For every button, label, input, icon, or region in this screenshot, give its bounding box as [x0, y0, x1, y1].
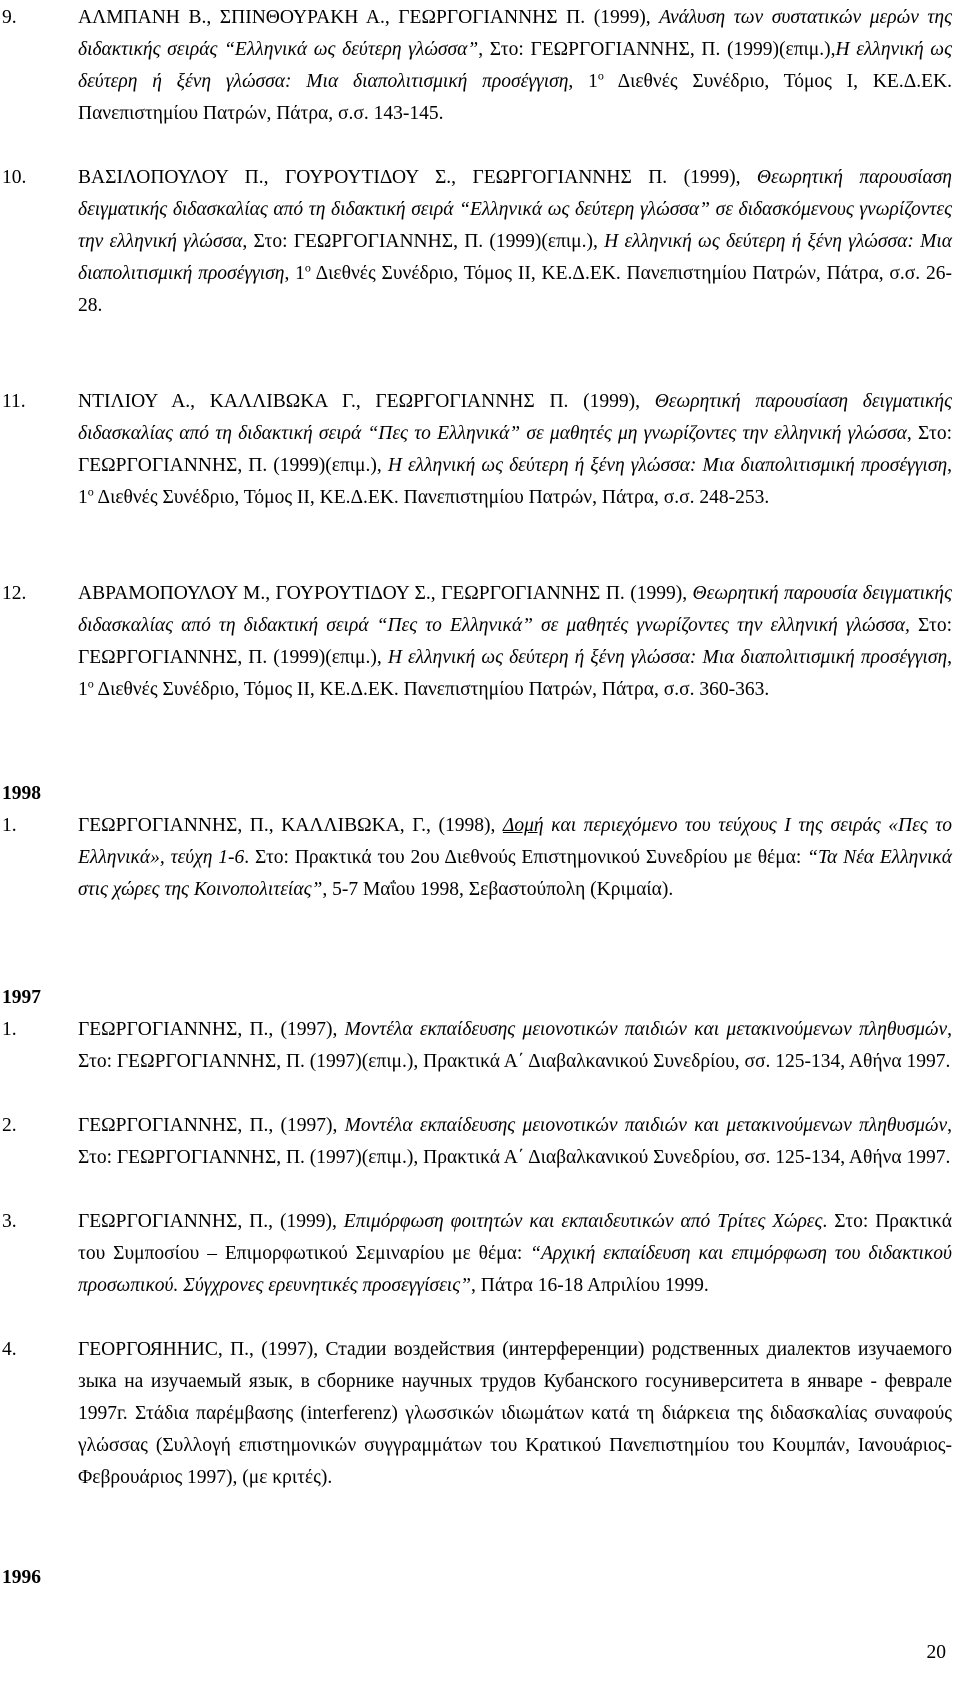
text-run: ΝΤΙΛΙΟΥ Α., ΚΑΛΛΙΒΩΚΑ Γ., ΓΕΩΡΓΟΓΙΑΝΝΗΣ Π. [78, 391, 569, 412]
text-run: ΓΕΩΡΓΟΓΙΑΝΝΗΣ [78, 455, 238, 476]
reference-entry-1997-2 [0, 1110, 952, 1174]
text-run: ο [597, 68, 604, 83]
text-run: ΓΕΩΡΓΟΓΙΑΝΝΗΣ [116, 1051, 277, 1072]
entry-number: 10. [2, 167, 27, 188]
text-run: Η ελληνική ως δεύτερη ή ξένη γλώσσα: Μια διαπολιτισμική προσέγγιση [78, 39, 952, 92]
text-run: (1999), [585, 7, 660, 28]
reference-text [78, 1014, 952, 1078]
text-run: , Στο: [478, 39, 531, 60]
text-run: (1999), [624, 583, 693, 604]
text-run: ΓΕΩΡΓΟΓΙΑΝΝΗΣ [293, 231, 454, 252]
reference-text [78, 1110, 952, 1174]
text-run: Διεθνές Συνέδριο, Τόμος Ι, ΚΕ.Δ.ΕΚ. Πανεπιστημίου Πατρών, Πάτρα, σ.σ. 143-145. [78, 71, 953, 124]
text-run: ΓΕΩΡΓΟΓΙΑΝΝΗΣ [78, 1115, 238, 1136]
year-heading-1998: 1998 [2, 783, 41, 804]
text-run: Δομή [502, 815, 544, 836]
text-run: Θεωρητική παρουσίαση δειγματικής διδασκαλίας από τη διδακτική σειρά “Πες το Ελληνικά” σε μαθητές μη γνωρίζοντες την ελληνική γλώσσα [78, 391, 952, 444]
reference-text [78, 386, 952, 514]
text-run: (1999), [568, 391, 655, 412]
text-run: , Στο: [78, 1115, 952, 1168]
text-run: Διεθνές Συνέδριο, Τόμος ΙΙ, ΚΕ.Δ.ΕΚ. Πανεπιστημίου Πατρών, Πάτρα, σ.σ. 360-363. [93, 679, 770, 700]
text-run: ΓΕΩΡΓΟΓΙΑΝΝΗΣ, Π., ΚΑΛΛΙΒΩΚΑ, Γ. [78, 815, 427, 836]
text-run: ГЕОРГОЯННИС [78, 1339, 218, 1360]
text-run: . Στο: Πρακτικά του 2ου Διεθνούς Επιστημονικού Συνεδρίου με θέμα: [244, 847, 808, 868]
reference-text [78, 1206, 952, 1302]
text-run: ΓΕΩΡΓΟΓΙΑΝΝΗΣ [78, 647, 238, 668]
entry-number: 3. [2, 1211, 17, 1232]
year-heading-1997: 1997 [2, 987, 41, 1008]
text-run: , Π., (1997), [237, 1019, 345, 1040]
reference-entry-1997-4 [0, 1334, 952, 1494]
text-run: Η ελληνική ως δεύτερη ή ξένη γλώσσα: Μια διαπολιτισμική προσέγγιση [387, 647, 948, 668]
text-run: Επιμόρφωση φοιτητών και εκπαιδευτικών από Τρίτες Χώρες [343, 1211, 823, 1232]
text-run: , П., (1997), Стадии воздействия (интерференции) родственных диалектов изучаемого зыка на изучаемый язык, в сборнике научных трудов Кубанского госуниверситета в январе - феврале 1997г. Στάδια παρέμβασης (interferenz) γλωσσικών ιδιωμάτων κατά τη διάρκεια της διδασκαλίας συναφούς γλώσσας (Συλλογή επιστημονικών συγγραμμάτων του Κρατικού Πανεπιστημίου του Κουμπάν, Ιανουάριος-Φεβρουάριος 1997), (με κριτές). [78, 1339, 952, 1488]
text-run: , 1 [78, 455, 952, 508]
text-run: Θεωρητική παρουσίαση δειγματικής διδασκαλίας από τη διδακτική σειρά “Ελληνικά ως δεύτερη γλώσσα” σε διδασκόμενους γνωρίζοντες την ελληνική γλώσσα [78, 167, 952, 252]
entry-number: 1. [2, 815, 17, 836]
reference-entry-12 [0, 578, 952, 706]
entry-number: 1. [2, 1019, 17, 1040]
text-run: Διεθνές Συνέδριο, Τόμος ΙΙ, ΚΕ.Δ.ΕΚ. Πανεπιστημίου Πατρών, Πάτρα, σ.σ. 26-28. [78, 263, 952, 316]
reference-text [78, 162, 952, 322]
text-run: , 1 [568, 71, 598, 92]
reference-text [78, 2, 952, 130]
text-run: ΓΕΩΡΓΟΓΙΑΝΝΗΣ [78, 1211, 238, 1232]
text-run: , Στο: [78, 1019, 952, 1072]
text-run: ο [304, 260, 311, 275]
text-run: και περιεχόμενο του τεύχους Ι της σειράς «Πες το Ελληνικά», τεύχη 1-6 [78, 815, 952, 868]
text-run: Ανάλυση των συστατικών μερών της διδακτικής σειράς “Ελληνικά ως δεύτερη γλώσσα” [78, 7, 952, 60]
page-number: 20 [926, 1642, 946, 1663]
entry-number: 2. [2, 1115, 17, 1136]
text-run: Η ελληνική ως δεύτερη ή ξένη γλώσσα: Μια διαπολιτισμική προσέγγιση [387, 455, 948, 476]
text-run: Στο: [909, 615, 952, 636]
reference-entry-1997-3 [0, 1206, 952, 1302]
text-run: Μοντέλα εκπαίδευσης μειονοτικών παιδιών και μετακινούμενων πληθυσμών [344, 1115, 948, 1136]
text-run: Διεθνές Συνέδριο, Τόμος ΙΙ, ΚΕ.Δ.ΕΚ. Πανεπιστημίου Πατρών, Πάτρα, σ.σ. 248-253. [93, 487, 770, 508]
reference-entry-11 [0, 386, 952, 514]
text-run: , Π., (1999), [237, 1211, 344, 1232]
text-run: , Π. (1999)(επιμ.), [237, 455, 388, 476]
text-run: , 1 [284, 263, 305, 284]
text-run: , (1998), [426, 815, 503, 836]
text-run: , Π. (1999)(επιμ.), [689, 39, 836, 60]
text-run: , 1 [78, 647, 952, 700]
entry-number: 9. [2, 7, 17, 28]
text-run: . Στο: Πρακτικά του Συμποσίου – Επιμορφωτικού Σεμιναρίου με θέμα: [78, 1211, 953, 1264]
text-run: , Π. (1999)(επιμ.), [453, 231, 605, 252]
text-run: , Π. (1997)(επιμ.), Πρακτικά Α΄ Διαβαλκανικού Συνεδρίου, σσ. 125-134, Αθήνα 1997. [276, 1051, 951, 1072]
reference-text [78, 578, 952, 706]
text-run: ο [87, 676, 94, 691]
text-run: ΓΕΩΡΓΟΓΙΑΝΝΗΣ [116, 1147, 277, 1168]
text-run: Θεωρητική παρουσία δειγματικής διδασκαλίας από τη διδακτική σειρά “Πες το Ελληνικά” σε μαθητές γνωρίζοντες την ελληνική γλώσσα, [78, 583, 952, 636]
text-run: Μοντέλα εκπαίδευσης μειονοτικών παιδιών και μετακινούμενων πληθυσμών [344, 1019, 948, 1040]
reference-entry-1998-1 [0, 810, 952, 906]
text-run: , Πάτρα 16-18 Απριλίου 1999. [470, 1275, 709, 1296]
text-run: (1999), [667, 167, 757, 188]
entry-number: 4. [2, 1339, 17, 1360]
entry-number: 11. [2, 391, 26, 412]
text-run: “Αρχική εκπαίδευση και επιμόρφωση του διδακτικού προσωπικού. Σύγχρονες ερευνητικές προσεγγίσεις” [78, 1243, 952, 1296]
text-run: Η ελληνική ως δεύτερη ή ξένη γλώσσα: Μια διαπολιτισμική προσέγγιση [78, 231, 952, 284]
reference-text [78, 810, 952, 906]
text-run: , Π. (1999)(επιμ.), [237, 647, 388, 668]
reference-entry-10 [0, 162, 952, 322]
text-run: ΓΕΩΡΓΟΓΙΑΝΝΗΣ [78, 1019, 238, 1040]
reference-text [78, 1334, 952, 1494]
reference-entry-1997-1 [0, 1014, 952, 1078]
text-run: “Τα Νέα Ελληνικά στις χώρες της Κοινοπολιτείας” [78, 847, 952, 900]
text-run: ΒΑΣΙΛΟΠΟΥΛΟΥ Π., ΓΟΥΡΟΥΤΙΔΟΥ Σ., ΓΕΩΡΓΟΓΙΑΝΝΗΣ Π. [78, 167, 668, 188]
text-run: ΑΒΡΑΜΟΠΟΥΛΟΥ Μ., ΓΟΥΡΟΥΤΙΔΟΥ Σ., ΓΕΩΡΓΟΓΙΑΝΝΗΣ Π. [78, 583, 625, 604]
text-run: ΑΛΜΠΑΝΗ Β., ΣΠΙΝΘΟΥΡΑΚΗ Α., ΓΕΩΡΓΟΓΙΑΝΝΗΣ Π. [78, 7, 586, 28]
year-heading-1996: 1996 [2, 1567, 41, 1588]
text-run: ο [87, 484, 94, 499]
text-run: , 5-7 Μαΐου 1998, Σεβαστούπολη (Κριμαία). [322, 879, 674, 900]
text-run: ΓΕΩΡΓΟΓΙΑΝΝΗΣ [530, 39, 690, 60]
text-run: , Στο: [906, 423, 952, 444]
text-run: , Στο: [242, 231, 294, 252]
text-run: , Π. (1997)(επιμ.), Πρακτικά Α΄ Διαβαλκανικού Συνεδρίου, σσ. 125-134, Αθήνα 1997. [276, 1147, 951, 1168]
reference-entry-9 [0, 2, 952, 130]
entry-number: 12. [2, 583, 27, 604]
text-run: , Π., (1997), [237, 1115, 345, 1136]
